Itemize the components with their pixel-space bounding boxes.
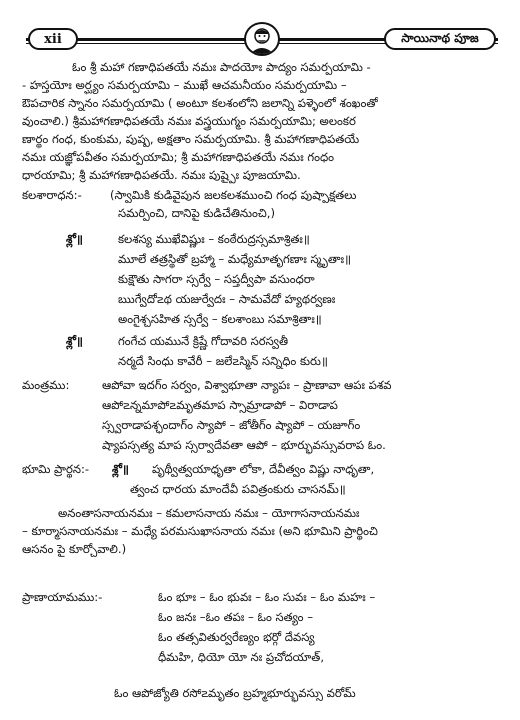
sloka-marker: శ్లో॥ bbox=[112, 462, 129, 476]
book-title: సాయినాథ పూజ bbox=[384, 28, 496, 50]
section-label-bhumi: భూమి ప్రార్థన:- bbox=[22, 462, 90, 476]
page-header bbox=[26, 22, 498, 56]
mantra-line: ష్యాపస్సత్య మాప స్సర్వాదేవతా ఆపో – భూర్భువస్సువరాప ఓం. bbox=[102, 438, 386, 452]
verse-line: ఋగ్వేదో౽థ యజుర్వేదః – సామవేదో హ్యథర్వణః bbox=[118, 292, 336, 306]
verse-line: కలశస్య ముఖేవిష్ణుః – కంఠేరుద్రస్సమాశ్రితః॥ bbox=[118, 232, 310, 246]
text-line: అనంతాసనాయనమః – కమలాసనాయ నమః – యోగాసనాయనమః bbox=[58, 506, 360, 520]
section-label-kalasaradhana: కలశారాధన:- bbox=[22, 188, 82, 202]
mantra-line: స్స్వరాడాపశ్ఛందాగ్ం స్యాపో – జోతీగ్ం ష్యాపో – యజూగ్ం bbox=[102, 418, 361, 432]
text-line: ఆసనం పై కూర్చోవాలి.) bbox=[22, 542, 127, 556]
verse-line: పృథ్వీత్వయాధృతా లోకా, దేవీత్వం విష్ణు నాధృతా, bbox=[152, 462, 375, 476]
verse-line: కుక్షౌతు సాగరా స్సర్వే – సప్తద్వీపా వసుంధరా bbox=[118, 272, 315, 286]
text-line: నమః యజ్ఞోపవీతం సమర్పయామి; శ్రీ మహాగణాధిపతయే నమః గంధం bbox=[22, 150, 335, 164]
verse-line: మూలే తత్రస్థితో బ్రహ్మా – మధ్యేమాతృగణాః స్మృతాః॥ bbox=[118, 252, 352, 266]
sai-baba-portrait-icon bbox=[244, 22, 280, 56]
verse-line: నర్మదే సింధు కావేరీ – జలే౽స్మిన్ సన్నిధిం కురు॥ bbox=[118, 354, 328, 368]
mantra-line: ఓం భూః – ఓం భువః – ఓం సువః – ఓం మహః – bbox=[158, 590, 376, 604]
text-line: వుంచాలి.) శ్రీమహాగణాధిపతయే నమః వస్త్రయుగ్మం సమర్పయామి; అలంకర bbox=[22, 114, 356, 128]
verse-line: త్వంచ ధారయ మాందేవీ పవిత్రంకురు చాసనమ్॥ bbox=[130, 482, 346, 496]
text-line: – కూర్మాసనాయనమః – మధ్యే పరమసుఖాసనాయ నమః (అని భూమిని ప్రార్థించి bbox=[22, 524, 378, 538]
text-line: ణార్థం గంధ, కుంకుమ, పుష్ప, అక్షతాం సమర్పయామి. శ్రీ మహాగణాధిపతయే bbox=[22, 132, 360, 146]
text-line: (స్వామికి కుడివైపున జలకలశముంచి గంధ పుష్పాక్షతలు bbox=[110, 188, 357, 202]
text-line: ధారయామి; శ్రీ మహాగణాధిపతయే. నమః పుష్పైః పూజయామి. bbox=[22, 168, 301, 182]
text-line: సమర్పించి, దానిపై కుడిచేతినుంచి,) bbox=[118, 206, 276, 220]
section-label-mantram: మంత్రము: bbox=[22, 378, 70, 392]
text-line: ఔపచారిక స్నానం సమర్పయామి ( అంటూ కలశంలోని జలాన్ని పళ్ళెంలో శంఖంతో bbox=[22, 96, 378, 110]
sloka-marker: శ్లో॥ bbox=[66, 334, 83, 348]
mantra-line: ఆపోవా ఇదగ్ం సర్వం, విశ్వాభూతా న్యాపః – ప్రాణావా ఆపః పశవ bbox=[102, 378, 392, 392]
closing-line: ఓం ఆపోజ్యోతి రసో౽మృతం బ్రహ్మభూర్భువస్సు వరోమ్ bbox=[114, 686, 356, 700]
page-number: xii bbox=[28, 28, 78, 50]
mantra-line: ధీమహి, ధియో యో నః ప్రచోదయాత్, bbox=[158, 650, 325, 664]
sloka-marker: శ్లో॥ bbox=[66, 232, 83, 246]
verse-line: గంగేచ యమునే క్రిష్ణే గోదావరి సరస్వతీ bbox=[118, 334, 289, 348]
verse-line: అంగైశ్చసహిత స్సర్వే – కలశాంబు సమాశ్రితాః॥ bbox=[118, 312, 322, 326]
mantra-line: ఓం తత్సవితుర్వరేణ్యం భర్గో దేవస్య bbox=[158, 630, 315, 644]
section-label-pranayamam: ప్రాణాయామము:- bbox=[22, 590, 103, 604]
mantra-line: ఆపో౽న్నమాపో౽మృతమాప స్సామ్రాడాపో – విరాడాప bbox=[102, 398, 338, 412]
mantra-line: ఓం జనః –ఓం తపః – ఓం సత్యం – bbox=[158, 610, 314, 624]
text-line: - హస్తయోః అర్ఘ్యం సమర్పయామి – ముఖే ఆచమనీయం సమర్పయామి – bbox=[22, 78, 347, 92]
text-line: ఓం శ్రీ మహా గణాధిపతయే నమః పాదయోః పాద్యం సమర్పయామి - bbox=[72, 60, 371, 74]
